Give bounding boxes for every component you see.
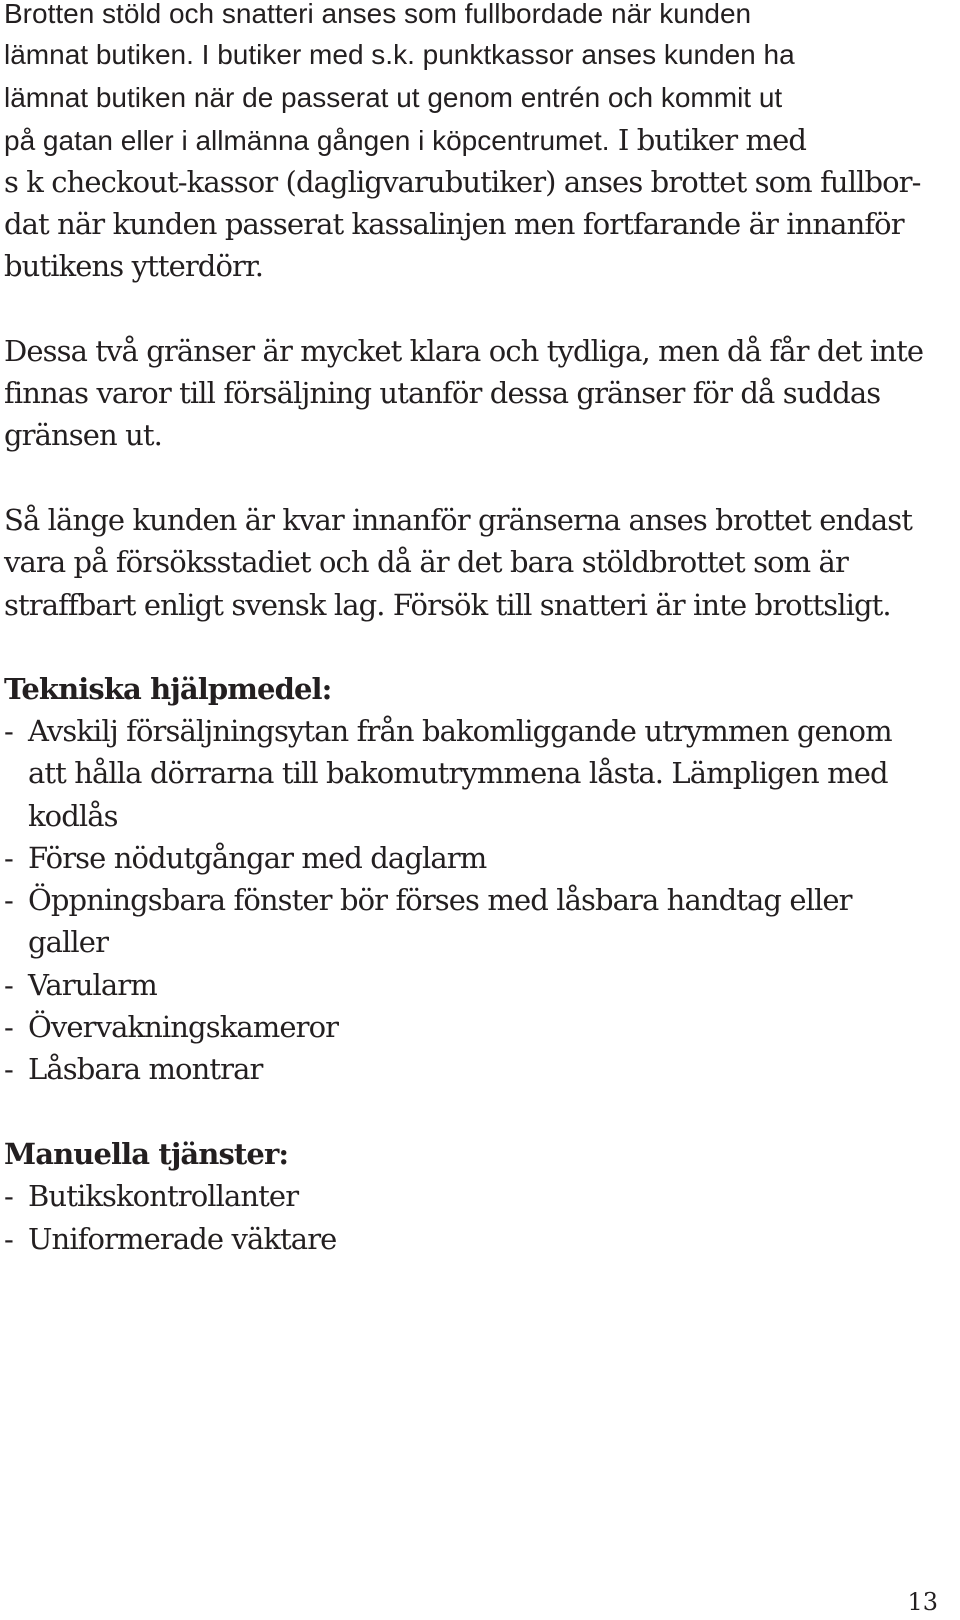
list-dash: - <box>4 1010 13 1044</box>
technical-item-2-line-1: Förse nödutgångar med daglarm <box>28 841 487 875</box>
manual-item-1-line-1: Butikskontrollanter <box>28 1179 299 1213</box>
paragraph-1-line-4-sans: på gatan eller i allmänna gången i köpcentrumet. <box>4 125 610 156</box>
technical-item-1-line-3: kodlås <box>28 799 118 833</box>
technical-heading: Tekniska hjälpmedel: <box>4 672 332 706</box>
paragraph-1-line-6: dat när kunden passerat kassalinjen men fortfarande är innanför <box>4 207 904 241</box>
paragraph-3-line-2: vara på försöksstadiet och då är det bara stöldbrottet som är <box>4 545 848 579</box>
list-dash: - <box>4 1179 13 1213</box>
paragraph-3-line-1: Så länge kunden är kvar innanför gränserna anses brottet endast <box>4 503 913 537</box>
technical-item-1-line-2: att hålla dörrarna till bakomutrymmena låsta. Lämpligen med <box>28 756 888 790</box>
paragraph-1-line-3: lämnat butiken när de passerat ut genom entrén och kommit ut <box>4 82 783 113</box>
technical-item-3-line-2: galler <box>28 925 109 959</box>
list-dash: - <box>4 1222 13 1256</box>
paragraph-1-line-4 <box>4 123 806 158</box>
page-number: 13 <box>907 1588 938 1616</box>
technical-item-1-line-1: Avskilj försäljningsytan från bakomliggande utrymmen genom <box>28 714 892 748</box>
paragraph-1-line-7: butikens ytterdörr. <box>4 249 264 283</box>
list-dash: - <box>4 1052 13 1086</box>
paragraph-1-line-4-serif: I butiker med <box>609 123 807 157</box>
list-dash: - <box>4 714 13 748</box>
technical-item-4-line-1: Varularm <box>28 968 157 1002</box>
paragraph-2-line-1: Dessa två gränser är mycket klara och tydliga, men då får det inte <box>4 334 924 368</box>
paragraph-3-line-3: straffbart enligt svensk lag. Försök till snatteri är inte brottsligt. <box>4 588 891 622</box>
paragraph-2-line-2: finnas varor till försäljning utanför dessa gränser för då suddas <box>4 376 881 410</box>
paragraph-2-line-3: gränsen ut. <box>4 418 162 452</box>
list-dash: - <box>4 968 13 1002</box>
list-dash: - <box>4 883 13 917</box>
list-dash: - <box>4 841 13 875</box>
manual-item-2-line-1: Uniformerade väktare <box>28 1222 337 1256</box>
technical-item-3-line-1: Öppningsbara fönster bör förses med låsbara handtag eller <box>28 883 852 917</box>
paragraph-1-line-2: lämnat butiken. I butiker med s.k. punktkassor anses kunden ha <box>4 39 795 70</box>
paragraph-1-line-1: Brotten stöld och snatteri anses som fullbordade när kunden <box>4 0 752 29</box>
paragraph-1-line-5: s k checkout-kassor (dagligvarubutiker) anses brottet som fullbor- <box>4 165 921 199</box>
technical-item-6-line-1: Låsbara montrar <box>28 1052 263 1086</box>
manual-heading: Manuella tjänster: <box>4 1137 289 1171</box>
technical-item-5-line-1: Övervakningskameror <box>28 1010 339 1044</box>
